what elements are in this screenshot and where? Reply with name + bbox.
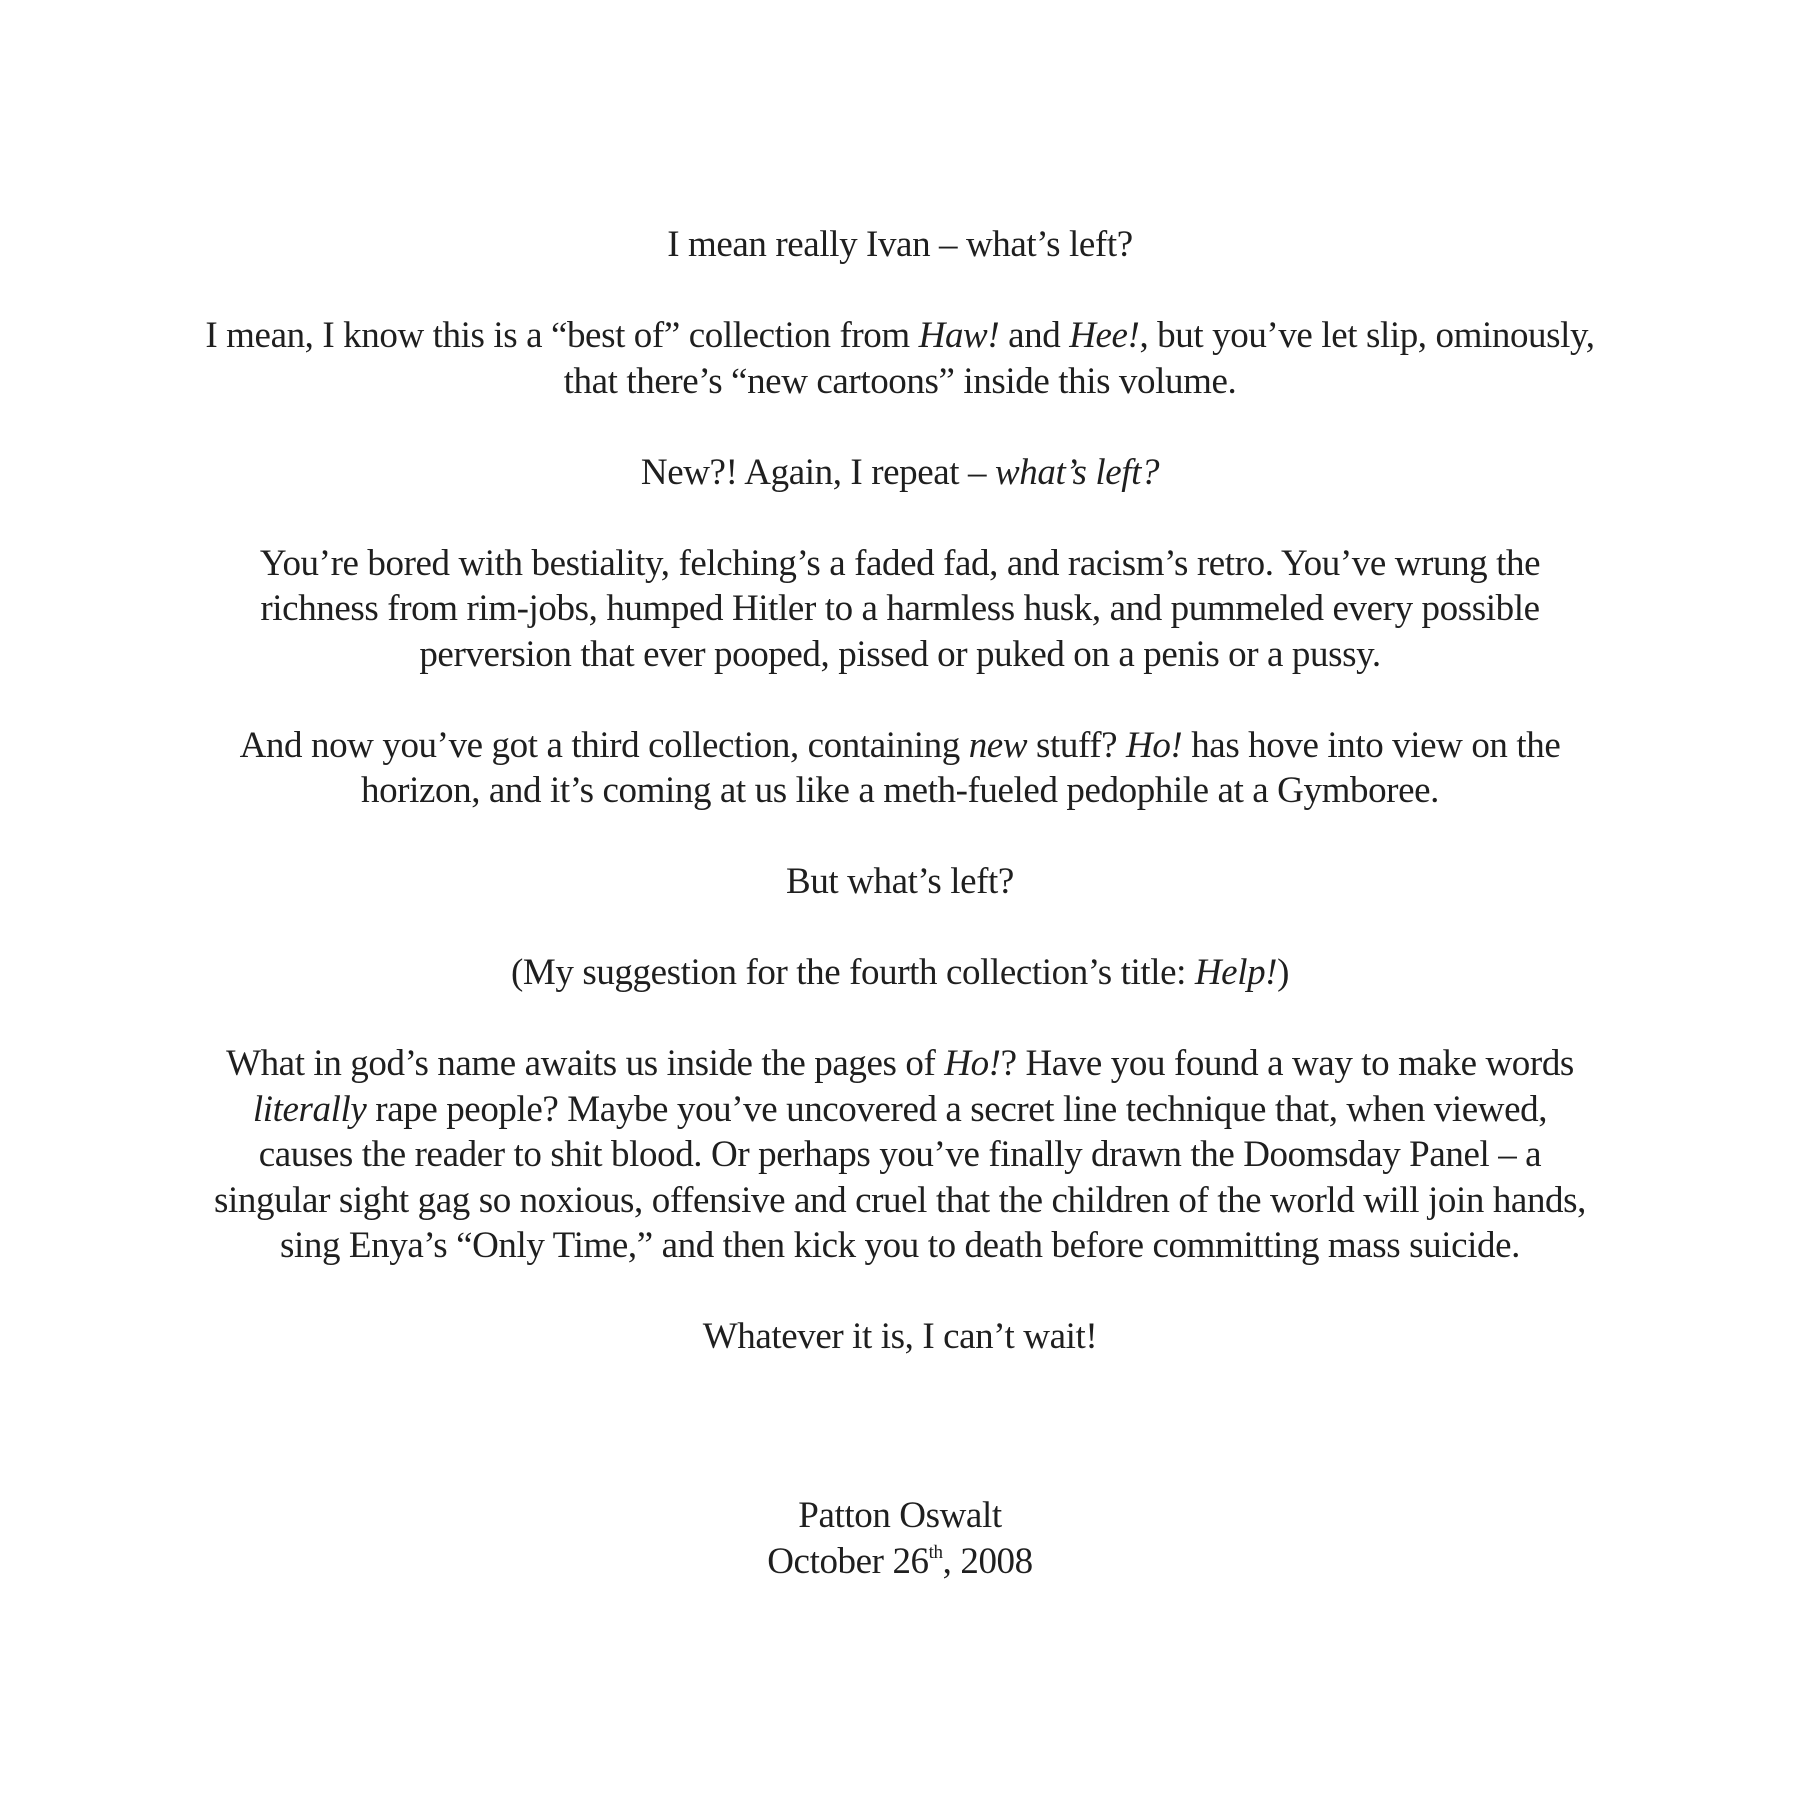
paragraph-8-line-3: causes the reader to shit blood. Or perhaps you’ve finally drawn the Doomsday Panel – a [258,1134,1542,1175]
italic-title-ho: Ho! [1126,724,1183,766]
text-run: (My suggestion for the fourth collection’s title: [510,952,1195,993]
date-text: October 26 [767,1540,929,1582]
text-run: ) [1277,952,1290,993]
signature-date [150,1539,1650,1585]
text-run: , but you’ve let slip, ominously, [1139,315,1595,356]
signature-block [150,1493,1650,1584]
italic-word: new [968,724,1028,766]
paragraph-9-line-1: Whatever it is, I can’t wait! [702,1316,1098,1357]
text-run: New?! Again, I repeat – [640,451,995,493]
text-run: stuff? [1027,724,1126,766]
paragraph-8-line-2 [150,1087,1650,1133]
paragraph-9 [150,1314,1650,1360]
italic-title-ho: Ho! [944,1043,1001,1084]
paragraph-4-line-1: You’re bored with bestiality, felching’s a faded fad, and racism’s retro. You’ve wrung the [259,542,1541,584]
paragraph-1-line-1: I mean really Ivan – what’s left? [667,224,1133,265]
paragraph-8-line-1 [150,1041,1650,1087]
paragraph-8-line-5: sing Enya’s “Only Time,” and then kick you to death before committing mass suicide. [279,1225,1520,1266]
letter-body [150,222,1650,1405]
text-run: And now you’ve got a third collection, containing [239,724,969,766]
text-run: and [999,315,1070,356]
paragraph-4-line-3: perversion that ever pooped, pissed or puked on a penis or a pussy. [419,633,1381,675]
paragraph-2-line-1 [150,313,1650,359]
paragraph-6-line-1: But what’s left? [786,861,1014,902]
date-ordinal-suffix: th [928,1541,943,1563]
paragraph-4-line-2: richness from rim-jobs, humped Hitler to a harmless husk, and pummeled every possible [260,588,1540,629]
paragraph-2-line-2: that there’s “new cartoons” inside this volume. [563,360,1237,402]
paragraph-7 [150,950,1650,996]
italic-title-help: Help! [1194,952,1278,993]
italic-word: literally [252,1088,367,1130]
paragraph-2 [150,313,1650,404]
text-run: ? Have you found a way to make words [1000,1043,1574,1084]
paragraph-3-line-1 [150,450,1650,496]
paragraph-5 [150,723,1650,814]
paragraph-7-line-1 [150,950,1650,996]
italic-title-haw: Haw! [918,315,1000,356]
text-run: rape people? Maybe you’ve uncovered a secret line technique that, when viewed, [366,1088,1548,1130]
paragraph-3 [150,450,1650,496]
date-year: , 2008 [942,1540,1033,1582]
italic-title-hee: Hee! [1069,315,1140,356]
paragraph-5-line-1 [150,723,1650,769]
paragraph-6 [150,859,1650,905]
paragraph-8-line-4: singular sight gag so noxious, offensive and cruel that the children of the world will join hands, [213,1179,1587,1221]
text-run: has hove into view on the [1182,724,1561,766]
paragraph-5-line-2: horizon, and it’s coming at us like a meth-fueled pedophile at a Gymboree. [360,770,1439,811]
text-run: What in god’s name awaits us inside the pages of [226,1043,945,1084]
text-run: I mean, I know this is a “best of” collection from [205,315,919,356]
italic-phrase: what’s left? [994,451,1160,493]
paragraph-4 [150,541,1650,678]
author-name: Patton Oswalt [798,1495,1002,1536]
paragraph-8 [150,1041,1650,1269]
paragraph-1 [150,222,1650,268]
